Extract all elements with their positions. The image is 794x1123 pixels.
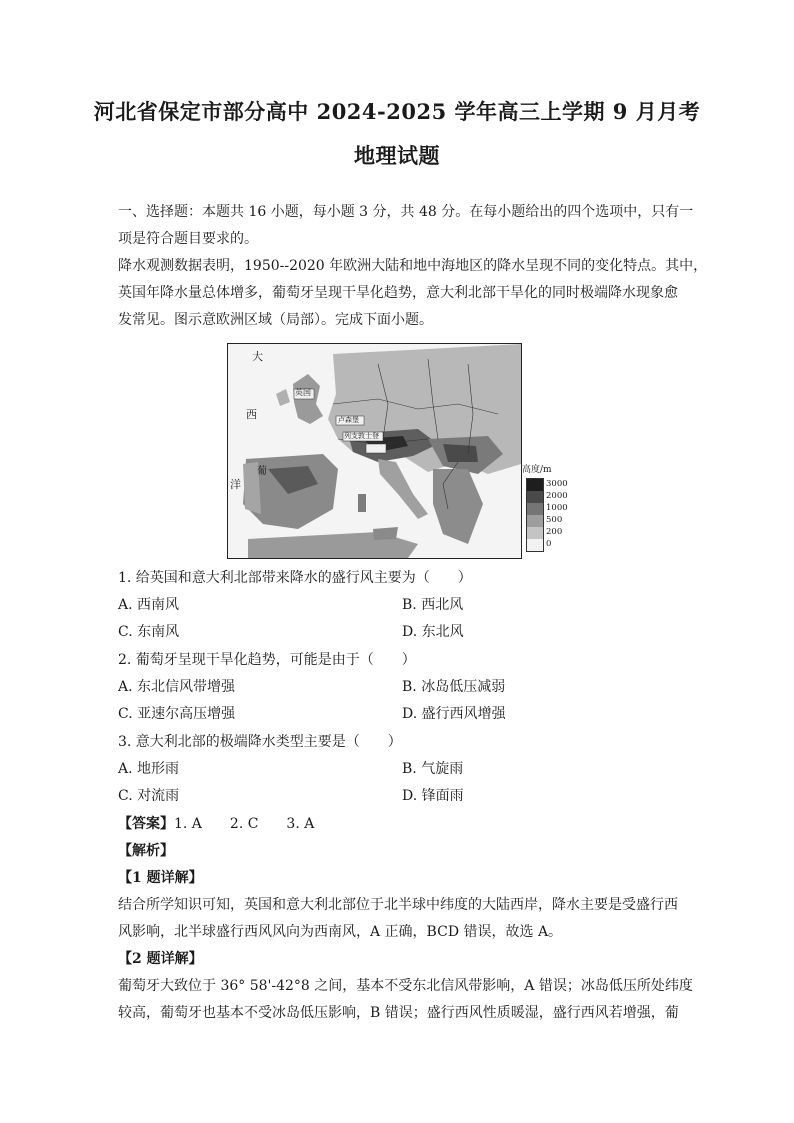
- legend-swatch-500: [527, 515, 543, 527]
- answer-values: 1. A 2. C 3. A: [174, 816, 315, 832]
- legend-swatch-2000: [527, 491, 543, 503]
- q1-detail-label: 【1 题详解】: [118, 870, 203, 886]
- question-2-option-b: B. 冰岛低压减弱: [402, 679, 506, 695]
- legend-value: 500: [546, 515, 563, 525]
- page-subtitle: 地理试题: [354, 143, 440, 168]
- question-1-stem: 1. 给英国和意大利北部带来降水的盛行风主要为（ ）: [118, 570, 472, 586]
- answer-label: 【答案】: [118, 816, 174, 832]
- question-3-option-b: B. 气旋雨: [402, 761, 464, 777]
- map-label-luxembourg: 卢森堡: [338, 416, 359, 424]
- question-3-option-c: C. 对流雨: [118, 788, 180, 804]
- question-1-option-a: A. 西南风: [118, 597, 180, 613]
- europe-map: [227, 343, 522, 559]
- q2-detail-line2: 较高，葡萄牙也基本不受冰岛低压影响，B 错误；盛行西风性质暖湿，盛行西风若增强，葡: [118, 1005, 679, 1021]
- q1-detail-line1: 结合所学知识可知，英国和意大利北部位于北半球中纬度的大陆西岸，降水主要是受盛行西: [118, 897, 678, 913]
- stem-line1: 降水观测数据表明，1950--2020 年欧洲大陆和地中海地区的降水呈现不同的变化特点。其中，: [118, 258, 708, 274]
- map-label-uk: 英国: [295, 388, 311, 397]
- question-3-stem: 3. 意大利北部的极端降水类型主要是（ ）: [118, 734, 402, 750]
- question-1-option-d: D. 东北风: [402, 624, 464, 640]
- legend-value: 1000: [546, 503, 568, 513]
- q2-detail-label: 【2 题详解】: [118, 951, 203, 967]
- question-2-option-a: A. 东北信风带增强: [118, 679, 236, 695]
- section-heading-line2: 项是符合题目要求的。: [118, 231, 258, 247]
- legend-labels: [546, 478, 568, 550]
- legend-swatch-1000: [527, 503, 543, 515]
- legend-swatch-0: [527, 539, 543, 551]
- map-label-liechtenstein: 列支敦士登: [344, 432, 379, 440]
- map-graphic: [228, 344, 521, 558]
- question-2-option-d: D. 盛行西风增强: [402, 706, 506, 722]
- question-1-option-b: B. 西北风: [402, 597, 464, 613]
- analysis-label: 【解析】: [118, 843, 174, 859]
- page-title: 河北省保定市部分高中 2024-2025 学年高三上学期 9 月月考: [93, 99, 701, 124]
- question-2-stem: 2. 葡萄牙呈现干旱化趋势，可能是由于（ ）: [118, 652, 416, 668]
- stem-line2: 英国年降水量总体增多，葡萄牙呈现干旱化趋势，意大利北部干旱化的同时极端降水现象愈: [118, 285, 678, 301]
- legend-value: 3000: [546, 479, 568, 489]
- question-1-option-c: C. 东南风: [118, 624, 180, 640]
- q1-detail-line2: 风影响，北半球盛行西风风向为西南风，A 正确，BCD 错误，故选 A。: [118, 924, 563, 940]
- stem-line3: 发常见。图示意欧洲区域（局部）。完成下面小题。: [118, 312, 433, 328]
- legend-swatch-3000: [527, 479, 543, 491]
- map-label-da: 大: [252, 350, 263, 363]
- map-label-portugal: 葡: [257, 466, 267, 477]
- legend-swatch-200: [527, 527, 543, 539]
- legend-value: 0: [546, 539, 552, 549]
- question-3-option-d: D. 锋面雨: [402, 788, 464, 804]
- map-label-xi: 西: [246, 408, 257, 421]
- legend-value: 2000: [546, 491, 568, 501]
- legend-color-bar: [526, 478, 544, 552]
- question-3-option-a: A. 地形雨: [118, 761, 180, 777]
- section-heading-line1: 一、选择题：本题共 16 小题，每小题 3 分，共 48 分。在每小题给出的四个选项中，只有一: [118, 204, 694, 220]
- q2-detail-line1: 葡萄牙大致位于 36° 58'-42°8 之间，基本不受东北信风带影响，A 错误；冰岛低压所处纬度: [118, 978, 693, 994]
- answer-line: [118, 814, 314, 834]
- map-label-yang: 洋: [230, 478, 241, 491]
- question-2-option-c: C. 亚速尔高压增强: [118, 706, 236, 722]
- legend-value: 200: [546, 527, 563, 537]
- legend-title: 高度/m: [522, 465, 552, 475]
